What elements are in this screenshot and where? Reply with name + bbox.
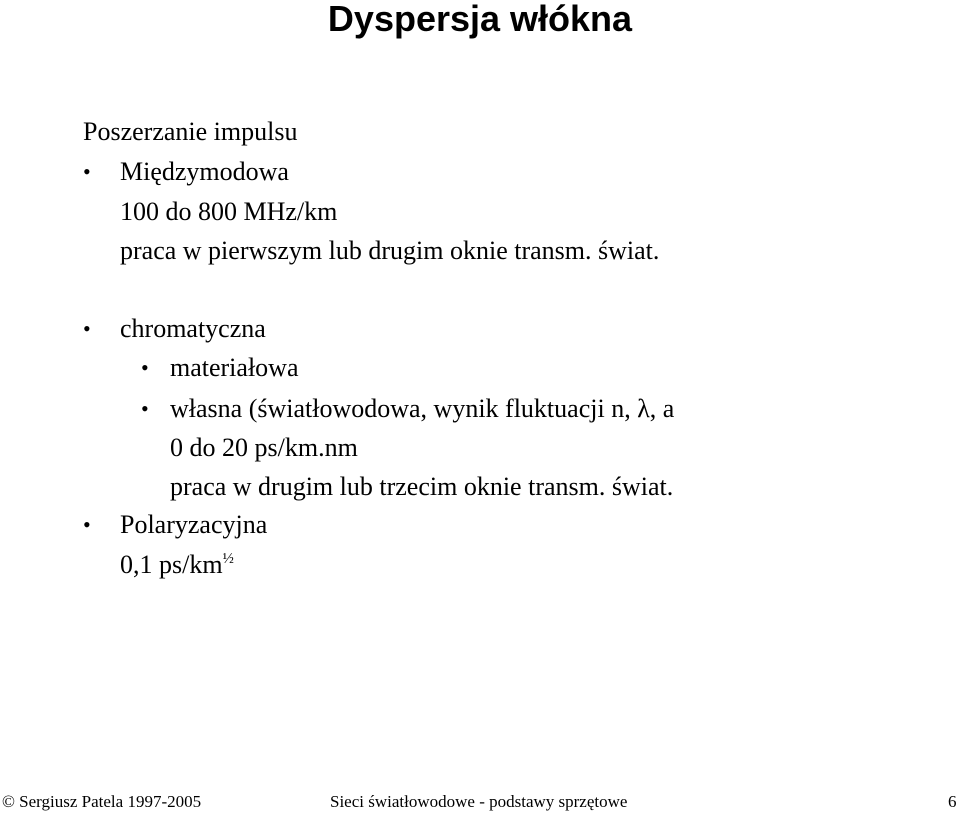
slide-title: Dyspersja włókna xyxy=(327,0,633,39)
chromatic-value: 0 do 20 ps/km.nm xyxy=(170,433,358,462)
chromatic-label: chromatyczna xyxy=(120,314,266,343)
footer-course: Sieci światłowodowe - podstawy sprzętowe xyxy=(330,792,628,811)
chromatic-intrinsic: własna (światłowodowa, wynik fluktuacji n, λ, a xyxy=(170,394,675,423)
polarization-value-base: 0,1 ps/km xyxy=(120,550,223,579)
section-heading: Poszerzanie impulsu xyxy=(83,117,298,146)
footer-page-number: 6 xyxy=(948,792,957,811)
chromatic-window: praca w drugim lub trzecim oknie transm. świat. xyxy=(170,472,674,501)
polarization-value xyxy=(120,550,234,584)
intermodal-window: praca w pierwszym lub drugim oknie transm. świat. xyxy=(120,236,660,265)
polarization-label: Polaryzacyjna xyxy=(120,510,268,539)
bullet-intrinsic: • xyxy=(141,396,149,421)
intermodal-label: Międzymodowa xyxy=(120,157,289,186)
polarization-value-exponent: ½ xyxy=(222,551,234,567)
intermodal-bandwidth: 100 do 800 MHz/km xyxy=(120,197,338,226)
chromatic-material: materiałowa xyxy=(170,353,299,382)
footer-copyright: © Sergiusz Patela 1997-2005 xyxy=(2,792,202,811)
bullet-chromatic: • xyxy=(83,316,91,341)
bullet-polarization: • xyxy=(83,512,91,537)
bullet-intermodal: • xyxy=(83,159,91,184)
bullet-material: • xyxy=(141,355,149,380)
